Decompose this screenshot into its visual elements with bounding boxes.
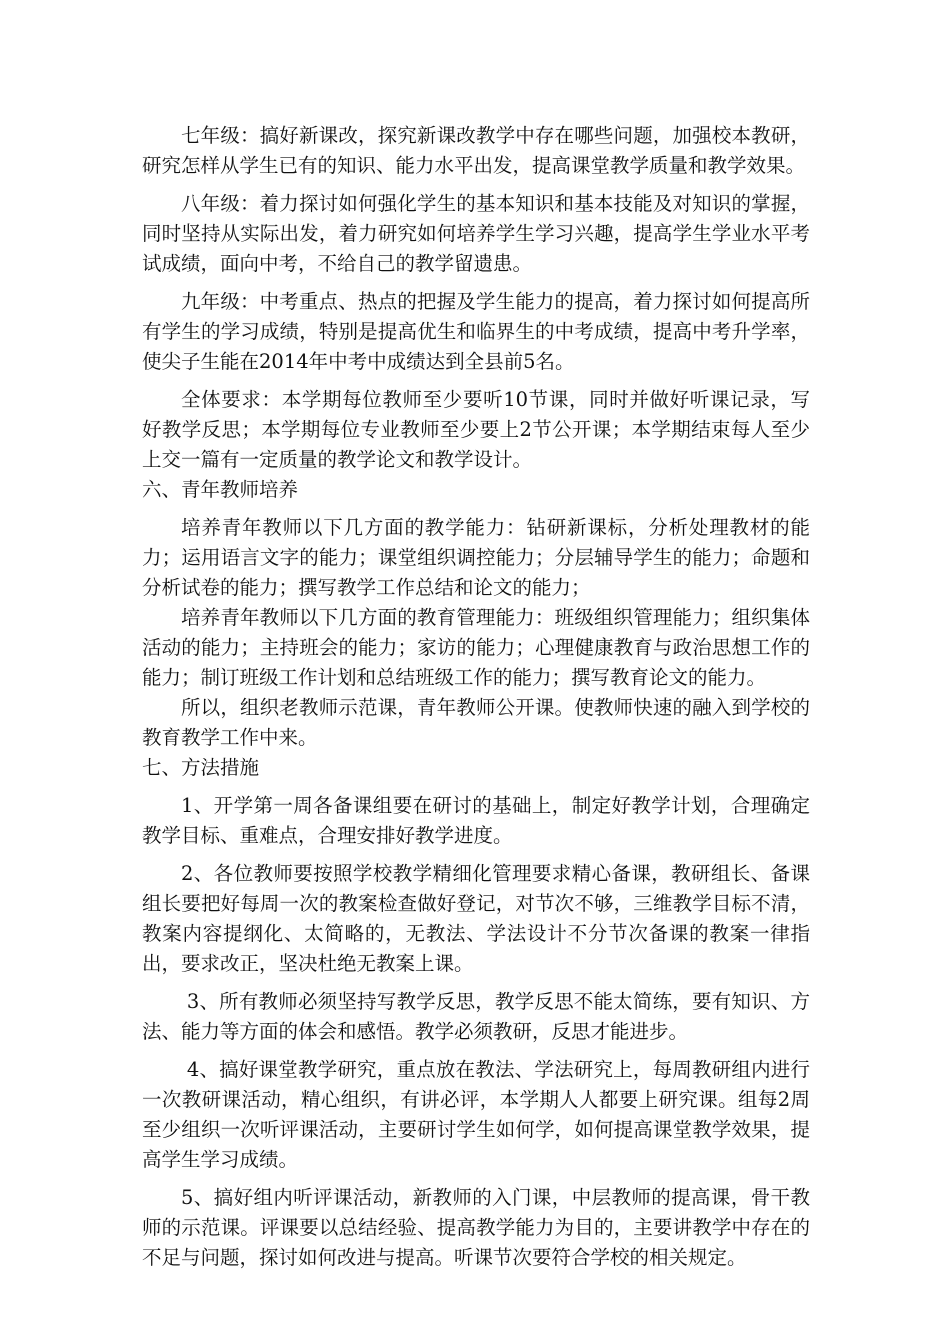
paragraph-grade8: 八年级：着力探讨如何强化学生的基本知识和基本技能及对知识的掌握，同时坚持从实际出发，着力研究如何培养学生学习兴趣，提高学生学业水平考试成绩，面向中考，不给自己的教学留遗患。 <box>142 192 810 275</box>
paragraph-grade9: 九年级：中考重点、热点的把握及学生能力的提高，着力探讨如何提高所有学生的学习成绩，特别是提高优生和临界生的中考成绩，提高中考升学率，使尖子生能在2014年中考中成绩达到全县前5名。 <box>142 290 810 373</box>
method-item-3: 3、所有教师必须坚持写教学反思，教学反思不能太简练，要有知识、方法、能力等方面的体会和感悟。教学必须教研，反思才能进步。 <box>142 990 810 1043</box>
section-heading-young-teachers: 六、青年教师培养 <box>142 478 299 501</box>
paragraph-grade7: 七年级：搞好新课改，探究新课改教学中存在哪些问题，加强校本教研，研究怎样从学生已有的知识、能力水平出发，提高课堂教学质量和教学效果。 <box>142 124 810 177</box>
method-item-4: 4、搞好课堂教学研究，重点放在教法、学法研究上，每周教研组内进行一次教研课活动，精心组织，有讲必评，本学期人人都要上研究课。组每2周至少组织一次听评课活动，主要研讨学生如何学，如何提高课堂教学效果，提高学生学习成绩。 <box>142 1058 810 1171</box>
method-item-5: 5、搞好组内听评课活动，新教师的入门课，中层教师的提高课，骨干教师的示范课。评课要以总结经验、提高教学能力为目的，主要讲教学中存在的不足与问题，探讨如何改进与提高。听课节次要符合学校的相关规定。 <box>142 1186 810 1269</box>
method-item-1: 1、开学第一周各备课组要在研讨的基础上，制定好教学计划，合理确定教学目标、重难点，合理安排好教学进度。 <box>142 794 810 847</box>
paragraph-demonstration-classes: 所以，组织老教师示范课，青年教师公开课。使教师快速的融入到学校的教育教学工作中来。 <box>142 696 810 749</box>
method-item-2: 2、各位教师要按照学校教学精细化管理要求精心备课，教研组长、备课组长要把好每周一次的教案检查做好登记，对节次不够，三维教学目标不清，教案内容提纲化、太简略的，无教法、学法设计不分节次备课的教案一律指出，要求改正，坚决杜绝无教案上课。 <box>142 862 810 975</box>
document-page <box>142 121 810 1273</box>
paragraph-management-abilities: 培养青年教师以下几方面的教育管理能力：班级组织管理能力；组织集体活动的能力；主持班会的能力；家访的能力；心理健康教育与政治思想工作的能力；制订班级工作计划和总结班级工作的能力；撰写教育论文的能力。 <box>142 606 810 689</box>
paragraph-overall-requirements: 全体要求：本学期每位教师至少要听10节课，同时并做好听课记录，写好教学反思；本学期每位专业教师至少要上2节公开课；本学期结束每人至少上交一篇有一定质量的教学论文和教学设计。 <box>142 388 810 471</box>
paragraph-teaching-abilities: 培养青年教师以下几方面的教学能力：钻研新课标，分析处理教材的能力；运用语言文字的能力；课堂组织调控能力；分层辅导学生的能力；命题和分析试卷的能力；撰写教学工作总结和论文的能力； <box>142 516 810 599</box>
section-heading-methods: 七、方法措施 <box>142 756 260 779</box>
